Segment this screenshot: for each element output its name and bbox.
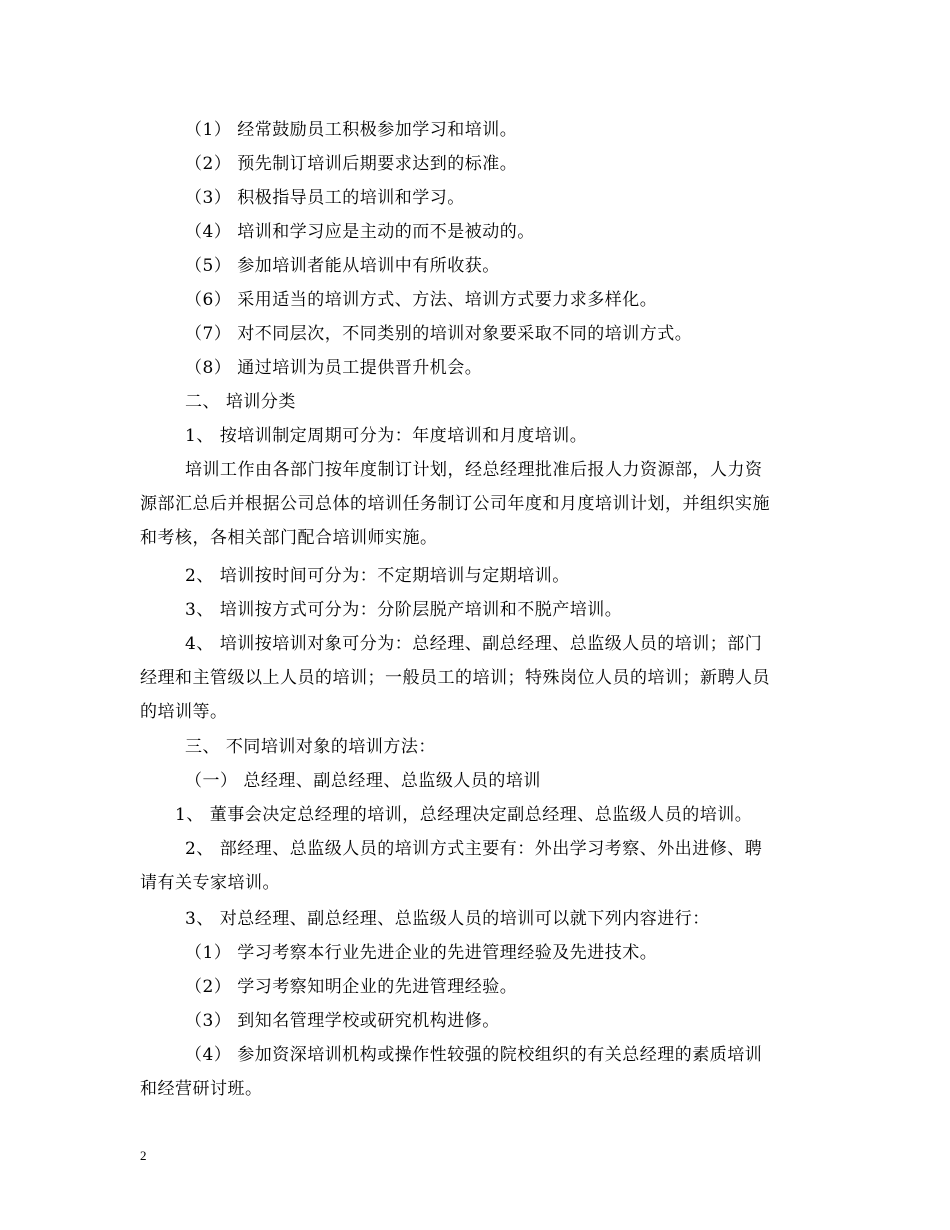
paragraph-line: 2、 部经理、总监级人员的培训方式主要有：外出学习考察、外出进修、聘 — [185, 839, 763, 859]
section-heading: 二、 培训分类 — [185, 392, 296, 412]
list-item: （1） 学习考察本行业先进企业的先进管理经验及先进技术。 — [185, 943, 658, 963]
paragraph: 1、 董事会决定总经理的培训，总经理决定副总经理、总监级人员的培训。 — [175, 805, 753, 825]
paragraph-line: 4、 培训按培训对象可分为：总经理、副总经理、总监级人员的培训；部门 — [185, 634, 763, 654]
paragraph: 3、 对总经理、副总经理、总监级人员的培训可以就下列内容进行： — [185, 909, 710, 929]
page-number: 2 — [140, 1148, 147, 1163]
list-item: （8） 通过培训为员工提供晋升机会。 — [185, 358, 483, 378]
list-item: （4） 培训和学习应是主动的而不是被动的。 — [185, 222, 535, 242]
list-item: （2） 预先制订培训后期要求达到的标准。 — [185, 154, 518, 174]
list-item: （2） 学习考察知明企业的先进管理经验。 — [185, 977, 518, 997]
list-item: （5） 参加培训者能从培训中有所收获。 — [185, 256, 500, 276]
list-item: （1） 经常鼓励员工积极参加学习和培训。 — [185, 120, 518, 140]
section-heading: 三、 不同培训对象的培训方法： — [185, 737, 436, 757]
subsection-heading: （一） 总经理、副总经理、总监级人员的培训 — [185, 771, 541, 791]
list-item-continuation: 和经营研讨班。 — [140, 1079, 263, 1099]
paragraph-line: 培训工作由各部门按年度制订计划，经总经理批准后报人力资源部，人力资 — [185, 460, 763, 480]
paragraph-line: 的培训等。 — [140, 702, 228, 722]
paragraph-line: 请有关专家培训。 — [140, 873, 280, 893]
list-item: （3） 积极指导员工的培训和学习。 — [185, 188, 465, 208]
list-item: （7） 对不同层次，不同类别的培训对象要采取不同的培训方式。 — [185, 324, 693, 344]
list-item: （3） 到知名管理学校或研究机构进修。 — [185, 1011, 500, 1031]
paragraph-line: 源部汇总后并根据公司总体的培训任务制订公司年度和月度培训计划，并组织实施 — [140, 494, 770, 514]
paragraph: 1、 按培训制定周期可分为：年度培训和月度培训。 — [185, 426, 588, 446]
paragraph: 3、 培训按方式可分为：分阶层脱产培训和不脱产培训。 — [185, 600, 623, 620]
list-item: （4） 参加资深培训机构或操作性较强的院校组织的有关总经理的素质培训 — [185, 1045, 763, 1065]
paragraph: 2、 培训按时间可分为：不定期培训与定期培训。 — [185, 566, 570, 586]
paragraph-line: 经理和主管级以上人员的培训；一般员工的培训；特殊岗位人员的培训；新聘人员 — [140, 668, 770, 688]
list-item: （6） 采用适当的培训方式、方法、培训方式要力求多样化。 — [185, 290, 658, 310]
paragraph-line: 和考核，各相关部门配合培训师实施。 — [140, 528, 438, 548]
